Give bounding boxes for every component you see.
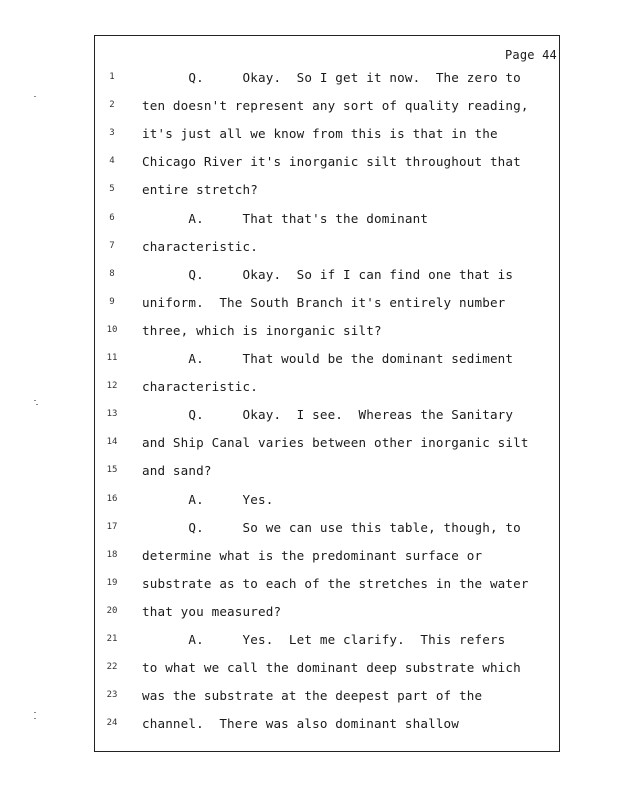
transcript-line: ten doesn't represent any sort of quality reading,	[142, 98, 529, 114]
line-number: 3	[109, 128, 115, 139]
transcript-line: determine what is the predominant surface or	[142, 547, 483, 563]
transcript-line: it's just all we know from this is that in the	[142, 126, 498, 142]
line-number: 19	[106, 577, 118, 588]
transcript-line: three, which is inorganic silt?	[142, 322, 382, 338]
line-number: 23	[106, 690, 118, 701]
line-number: 6	[109, 212, 115, 223]
transcript-line: Q. So we can use this table, though, to	[142, 519, 521, 535]
line-number: 21	[106, 634, 118, 644]
transcript-line: channel. There was also dominant shallow	[142, 716, 460, 732]
line-number: 16	[106, 493, 118, 504]
transcript-line: Q. Okay. So I get it now. The zero to	[142, 70, 521, 85]
transcript-line: characteristic.	[142, 379, 258, 395]
line-number: 5	[109, 184, 115, 195]
line-number: 12	[106, 381, 118, 392]
line-number: 11	[106, 353, 118, 363]
transcript-line: A. That would be the dominant sediment	[142, 351, 514, 366]
transcript-line: Q. Okay. I see. Whereas the Sanitary	[142, 407, 514, 423]
transcript-line: and sand?	[142, 463, 212, 479]
transcript-line: A. Yes. Let me clarify. This refers	[142, 632, 506, 647]
transcript-line: that you measured?	[142, 603, 282, 619]
transcript-line: substrate as to each of the stretches in the water	[142, 575, 529, 591]
scan-speck	[34, 400, 36, 401]
line-number: 1	[109, 72, 115, 82]
line-number: 8	[109, 268, 115, 279]
scan-speck	[34, 712, 36, 713]
line-number: 10	[106, 324, 118, 335]
page-number: Page 44	[505, 48, 557, 62]
transcript-line: uniform. The South Branch it's entirely number	[142, 294, 506, 310]
line-number: 22	[106, 662, 118, 673]
scan-speck	[34, 96, 36, 97]
line-number: 24	[106, 718, 118, 729]
scan-speck	[34, 718, 36, 719]
line-number: 9	[109, 296, 115, 307]
line-number: 4	[109, 156, 115, 167]
transcript-line: Chicago River it's inorganic silt throughout that	[142, 154, 521, 170]
scan-speck	[36, 404, 38, 405]
transcript-line: was the substrate at the deepest part of the	[142, 688, 483, 704]
transcript-line: entire stretch?	[142, 182, 258, 198]
line-number: 15	[106, 465, 118, 476]
line-number: 20	[106, 605, 118, 616]
transcript-line: characteristic.	[142, 238, 258, 254]
line-number: 14	[106, 437, 118, 448]
transcript-line: to what we call the dominant deep substrate which	[142, 660, 521, 676]
line-number: 13	[106, 409, 118, 420]
line-number: 17	[106, 521, 118, 532]
transcript-line: Q. Okay. So if I can find one that is	[142, 266, 514, 282]
transcript-line: A. Yes.	[142, 491, 274, 507]
line-number: 18	[106, 549, 118, 560]
transcript-line: and Ship Canal varies between other inorganic silt	[142, 435, 529, 451]
line-number: 7	[109, 240, 115, 251]
transcript-line: A. That that's the dominant	[142, 210, 429, 226]
line-number: 2	[109, 100, 115, 111]
